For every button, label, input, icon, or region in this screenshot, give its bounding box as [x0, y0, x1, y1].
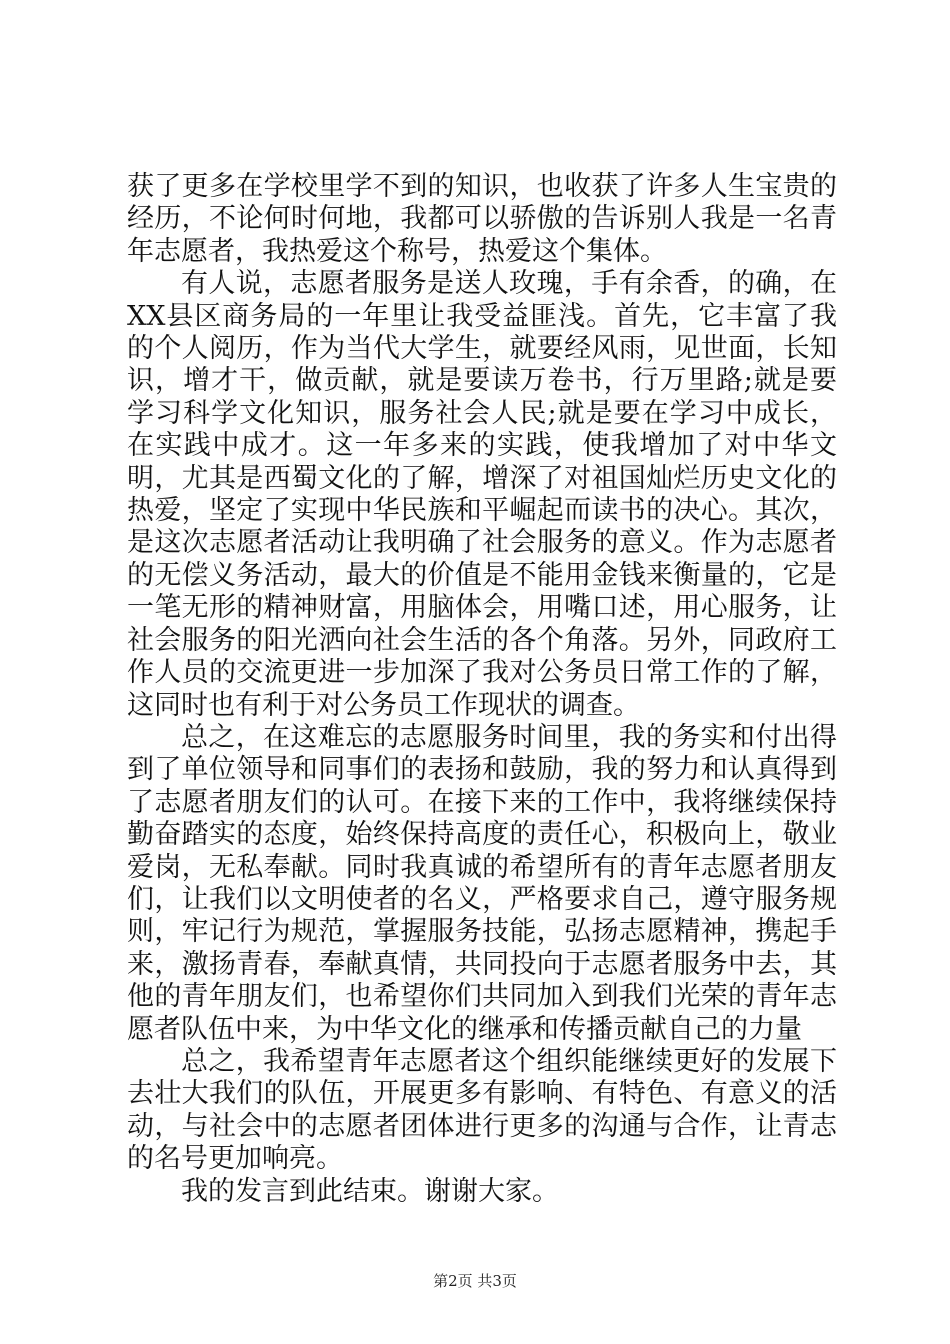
page-number-footer: 第2页 共3页	[433, 1272, 517, 1290]
paragraph-summary-service: 总之，在这难忘的志愿服务时间里，我的务实和付出得到了单位领导和同事们的表扬和鼓励，我的努力和认真得到了志愿者朋友们的认可。在接下来的工作中，我将继续保持勤奋踏实的态度，始终保持高度的责任心，积极向上，敬业爱岗，无私奉献。同时我真诚的希望所有的青年志愿者朋友们，让我们以文明使者的名义，严格要求自己，遵守服务规则，牢记行为规范，掌握服务技能，弘扬志愿精神，携起手来，激扬青春，奉献真情，共同投向于志愿者服务中去，其他的青年朋友们，也希望你们共同加入到我们光荣的青年志愿者队伍中来，为中华文化的继承和传播贡献自己的力量	[127, 721, 837, 1045]
paragraph-closing: 我的发言到此结束。谢谢大家。	[181, 1175, 559, 1207]
paragraph-summary-hope: 总之，我希望青年志愿者这个组织能继续更好的发展下去壮大我们的队伍，开展更多有影响、有特色、有意义的活动，与社会中的志愿者团体进行更多的沟通与合作，让青志的名号更加响亮。	[127, 1045, 837, 1175]
paragraph-continuation: 获了更多在学校里学不到的知识，也收获了许多人生宝贵的经历，不论何时何地，我都可以骄傲的告诉别人我是一名青年志愿者，我热爱这个称号，热爱这个集体。	[127, 171, 837, 267]
document-body	[127, 171, 837, 1208]
paragraph-volunteer-benefits: 有人说，志愿者服务是送人玫瑰，手有余香，的确，在XX县区商务局的一年里让我受益匪浅。首先，它丰富了我的个人阅历，作为当代大学生，就要经风雨，见世面，长知识，增才干，做贡献，就是要读万卷书，行万里路;就是要学习科学文化知识，服务社会人民;就是要在学习中成长，在实践中成才。这一年多来的实践，使我增加了对中华文明，尤其是西蜀文化的了解，增深了对祖国灿烂历史文化的热爱，坚定了实现中华民族和平崛起而读书的决心。其次，是这次志愿者活动让我明确了社会服务的意义。作为志愿者的无偿义务活动，最大的价值是不能用金钱来衡量的，它是一笔无形的精神财富，用脑体会，用嘴口述，用心服务，让社会服务的阳光洒向社会生活的各个角落。另外，同政府工作人员的交流更进一步加深了我对公务员日常工作的了解，这同时也有利于对公务员工作现状的调查。	[127, 268, 837, 721]
